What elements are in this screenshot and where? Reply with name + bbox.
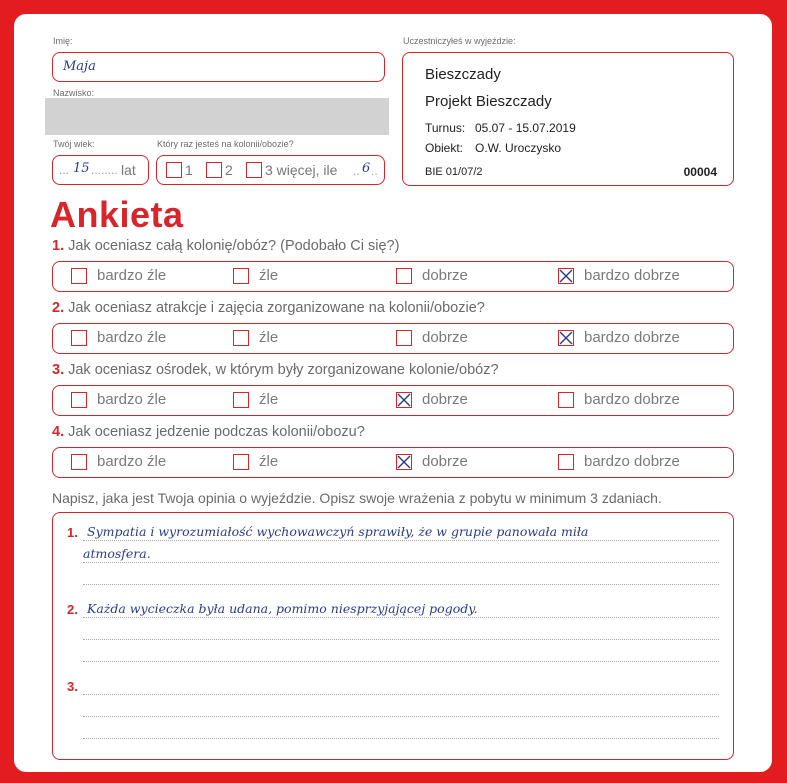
answer-line — [83, 716, 719, 717]
checkbox-zle[interactable] — [233, 268, 249, 284]
question-label: Jak oceniasz całą kolonię/obóz? (Podobało Ci się?) — [64, 238, 400, 254]
option-label-bardzo-dobrze: bardzo dobrze — [584, 329, 680, 346]
checkbox-dobrze[interactable] — [396, 330, 412, 346]
surname-redacted — [45, 98, 389, 135]
times-option-1: 1 — [185, 162, 193, 178]
obiekt-label: Obiekt: — [425, 141, 464, 155]
answer-line — [83, 738, 719, 739]
answer-3-number: 3. — [67, 679, 78, 694]
checkbox-dobrze[interactable] — [396, 454, 412, 470]
option-label-bardzo-zle: bardzo źle — [97, 267, 167, 284]
age-value: 15 — [73, 161, 90, 176]
trip-info-box — [402, 52, 734, 186]
times-option-3: 3 więcej, ile — [265, 162, 338, 178]
checkbox-bardzo-dobrze[interactable] — [558, 454, 574, 470]
checkbox-dobrze[interactable] — [396, 392, 412, 408]
option-label-zle: źle — [259, 391, 279, 408]
option-label-bardzo-dobrze: bardzo dobrze — [584, 453, 680, 470]
option-label-dobrze: dobrze — [422, 453, 468, 470]
checkbox-dobrze[interactable] — [396, 268, 412, 284]
checkbox-zle[interactable] — [233, 392, 249, 408]
checkbox-zle[interactable] — [233, 330, 249, 346]
question-3-text — [52, 362, 499, 378]
times-checkbox-3[interactable] — [246, 162, 262, 178]
option-label-zle: źle — [259, 453, 279, 470]
question-number: 4. — [52, 424, 65, 440]
age-dots-left: ... — [59, 163, 70, 177]
question-3-options — [52, 385, 734, 416]
trip-project: Projekt Bieszczady — [425, 93, 552, 110]
question-number: 2. — [52, 300, 65, 316]
page-title: Ankieta — [50, 194, 184, 235]
answer-2-number: 2. — [67, 602, 78, 617]
checkbox-bardzo-zle[interactable] — [71, 330, 87, 346]
option-label-bardzo-zle: bardzo źle — [97, 329, 167, 346]
times-dots-left: .. — [353, 164, 360, 178]
answer-line — [83, 584, 719, 585]
checkbox-bardzo-zle[interactable] — [71, 392, 87, 408]
answer-line — [83, 562, 719, 563]
question-4-text — [52, 424, 365, 440]
checkbox-bardzo-dobrze[interactable] — [558, 330, 574, 346]
trip-number: 00004 — [683, 165, 717, 179]
answer-2-handwriting: Każda wycieczka była udana, pomimo niesprzyjającej pogody. — [87, 601, 478, 616]
opinion-box[interactable] — [52, 512, 734, 760]
option-label-bardzo-zle: bardzo źle — [97, 391, 167, 408]
question-2-text — [52, 300, 485, 316]
name-field[interactable] — [52, 52, 385, 82]
question-number: 1. — [52, 238, 65, 254]
survey-sheet — [14, 14, 772, 772]
times-label: Który raz jesteś na kolonii/obozie? — [157, 139, 294, 149]
option-label-bardzo-dobrze: bardzo dobrze — [584, 391, 680, 408]
option-label-dobrze: dobrze — [422, 391, 468, 408]
question-2-options — [52, 323, 734, 354]
question-number: 3. — [52, 362, 65, 378]
times-field — [156, 155, 385, 185]
obiekt-value: O.W. Uroczysko — [475, 141, 562, 155]
times-checkbox-2[interactable] — [206, 162, 222, 178]
answer-line — [83, 617, 719, 618]
question-4-options — [52, 447, 734, 478]
option-label-dobrze: dobrze — [422, 329, 468, 346]
surname-label: Nazwisko: — [53, 88, 95, 98]
times-value: 6 — [362, 161, 371, 176]
answer-line — [83, 661, 719, 662]
name-value: Maja — [63, 59, 96, 74]
trip-region: Bieszczady — [425, 66, 501, 83]
checkbox-bardzo-zle[interactable] — [71, 268, 87, 284]
answer-1-handwriting: Sympatia i wyrozumiałość wychowawczyń sprawiły, że w grupie panowała miła — [87, 524, 589, 539]
question-1-options — [52, 261, 734, 292]
option-label-dobrze: dobrze — [422, 267, 468, 284]
age-label: Twój wiek: — [53, 139, 95, 149]
age-dots-right: ........ — [91, 163, 118, 177]
checkbox-zle[interactable] — [233, 454, 249, 470]
answer-line — [83, 694, 719, 695]
age-field[interactable] — [52, 155, 149, 185]
trip-code: BIE 01/07/2 — [425, 166, 483, 178]
question-label: Jak oceniasz ośrodek, w którym były zorganizowane kolonie/obóz? — [64, 362, 499, 378]
question-1-text — [52, 238, 399, 254]
age-unit: lat — [121, 162, 136, 178]
answer-1-handwriting: atmosfera. — [83, 546, 151, 561]
option-label-zle: źle — [259, 267, 279, 284]
question-label: Jak oceniasz jedzenie podczas kolonii/obozu? — [64, 424, 365, 440]
turnus-value: 05.07 - 15.07.2019 — [475, 121, 576, 135]
checkbox-bardzo-zle[interactable] — [71, 454, 87, 470]
trip-label: Uczestniczyłeś w wyjeździe: — [403, 36, 516, 46]
answer-line — [83, 639, 719, 640]
answer-1-number: 1. — [67, 525, 78, 540]
turnus-label: Turnus: — [425, 121, 466, 135]
answer-line — [83, 540, 719, 541]
checkbox-bardzo-dobrze[interactable] — [558, 392, 574, 408]
times-option-2: 2 — [225, 162, 233, 178]
checkbox-bardzo-dobrze[interactable] — [558, 268, 574, 284]
option-label-zle: źle — [259, 329, 279, 346]
question-label: Jak oceniasz atrakcje i zajęcia zorganizowane na kolonii/obozie? — [64, 300, 485, 316]
name-label: Imię: — [53, 36, 73, 46]
option-label-bardzo-zle: bardzo źle — [97, 453, 167, 470]
times-checkbox-1[interactable] — [166, 162, 182, 178]
opinion-prompt: Napisz, jaka jest Twoja opinia o wyjeździe. Opisz swoje wrażenia z pobytu w minimum 3 zdaniach. — [52, 490, 662, 506]
option-label-bardzo-dobrze: bardzo dobrze — [584, 267, 680, 284]
times-dots-right: .. — [371, 164, 378, 178]
